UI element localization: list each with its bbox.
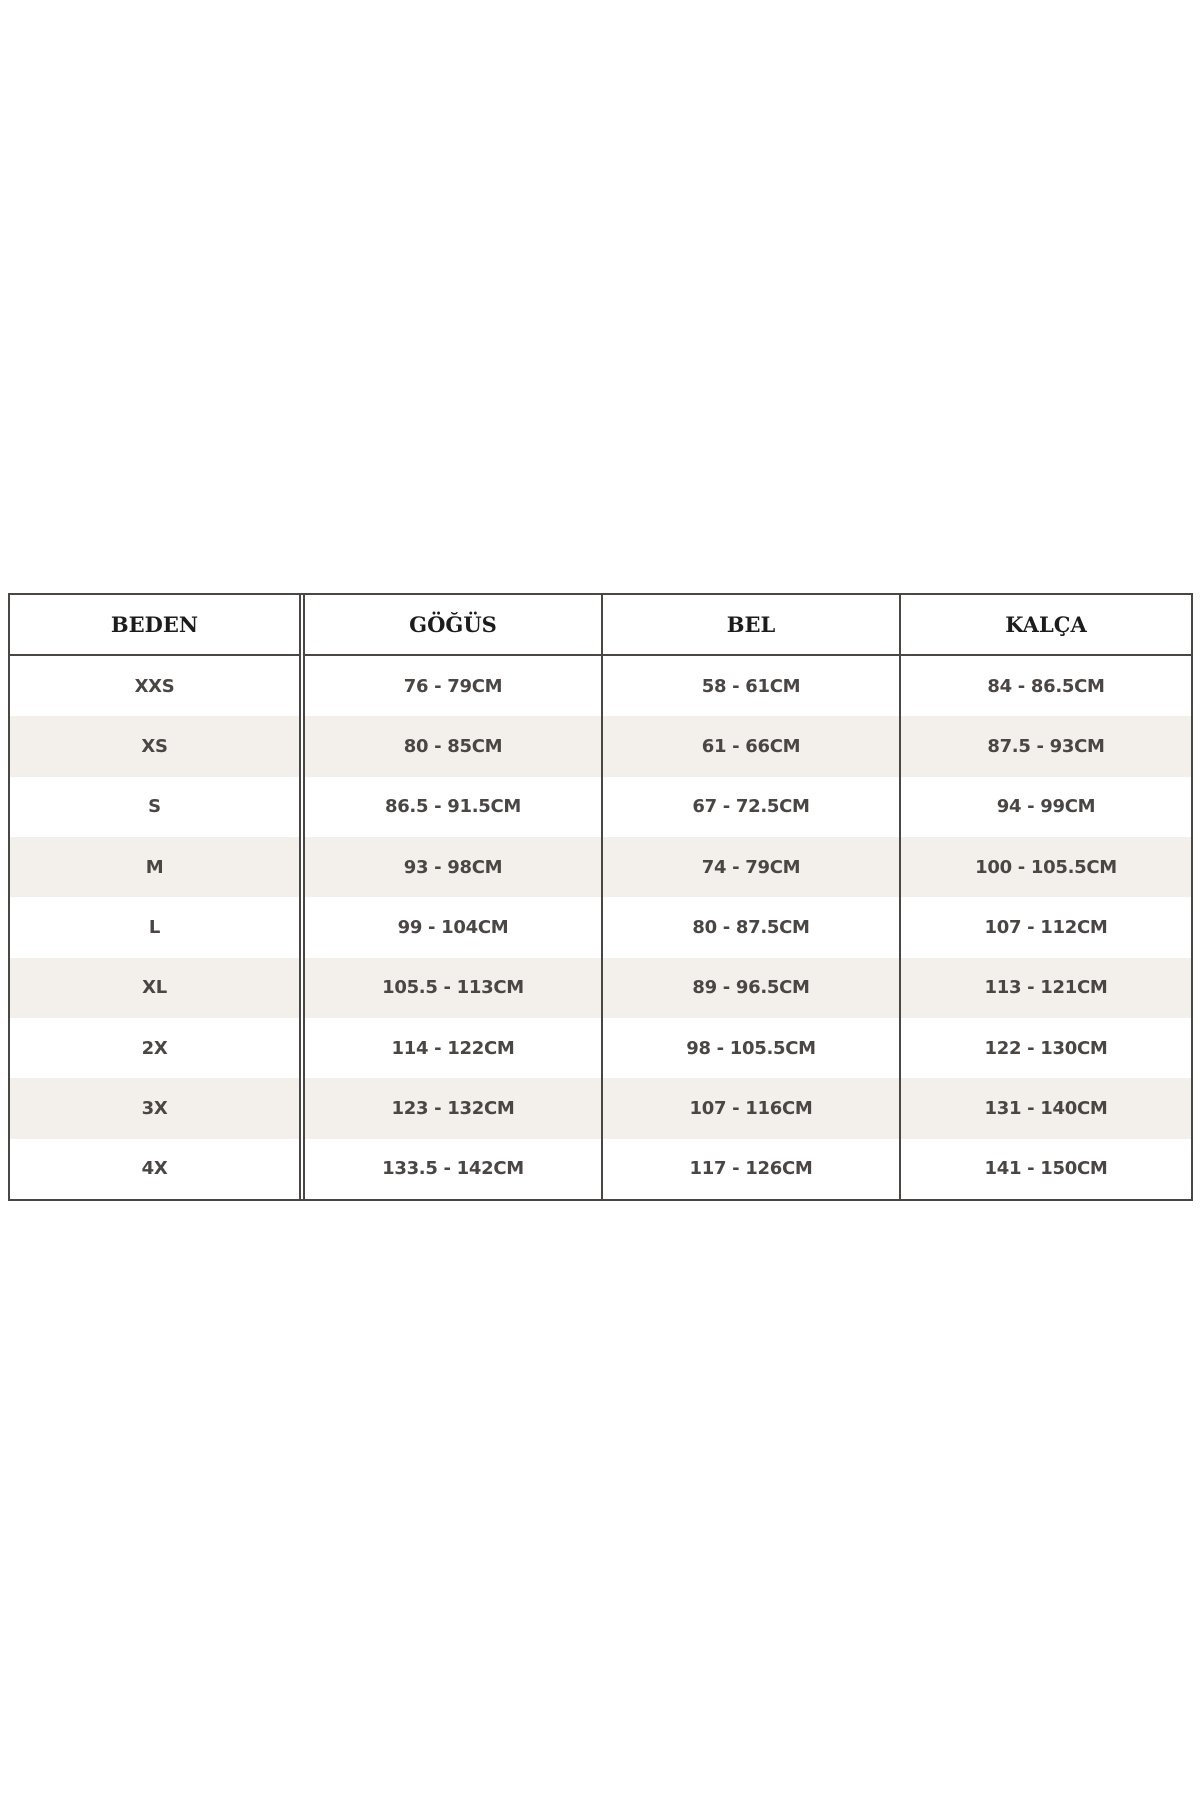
cell-gogus-3x: 123 - 132CM [305, 1078, 601, 1138]
column-bel [603, 595, 901, 1199]
cell-kalca-xl: 113 - 121CM [901, 958, 1191, 1018]
cell-bel-xxs: 58 - 61CM [701, 675, 801, 697]
cell-gogus-4x: 133.5 - 142CM [382, 1158, 524, 1180]
cell-beden-m: M [10, 837, 299, 897]
cell-kalca-l: 107 - 112CM [984, 916, 1108, 938]
cell-kalca-xxs: 84 - 86.5CM [987, 675, 1105, 697]
column-beden [10, 595, 301, 1199]
cell-gogus-l: 99 - 104CM [397, 916, 509, 938]
header-gogus: GÖĞÜS [305, 595, 601, 656]
cell-kalca-4x: 141 - 150CM [984, 1158, 1108, 1180]
cell-beden-2x: 2X [141, 1037, 168, 1059]
column-kalca [901, 595, 1191, 1199]
cell-gogus-xs: 80 - 85CM [305, 716, 601, 776]
header-beden: BEDEN [10, 595, 299, 656]
cell-bel-xl: 89 - 96.5CM [603, 958, 899, 1018]
cell-gogus-m: 93 - 98CM [305, 837, 601, 897]
cell-bel-s: 67 - 72.5CM [692, 796, 810, 818]
cell-beden-xxs: XXS [134, 675, 175, 697]
cell-bel-l: 80 - 87.5CM [692, 916, 810, 938]
cell-bel-4x: 117 - 126CM [689, 1158, 813, 1180]
cell-kalca-xs: 87.5 - 93CM [901, 716, 1191, 776]
column-gogus [303, 595, 603, 1199]
cell-beden-3x: 3X [10, 1078, 299, 1138]
cell-beden-xl: XL [10, 958, 299, 1018]
cell-gogus-s: 86.5 - 91.5CM [384, 796, 522, 818]
cell-kalca-2x: 122 - 130CM [984, 1037, 1108, 1059]
cell-bel-3x: 107 - 116CM [603, 1078, 899, 1138]
cell-gogus-xl: 105.5 - 113CM [305, 958, 601, 1018]
cell-kalca-s: 94 - 99CM [996, 796, 1096, 818]
cell-beden-xs: XS [10, 716, 299, 776]
header-bel: BEL [603, 595, 899, 656]
size-chart-table [8, 593, 1193, 1201]
cell-kalca-3x: 131 - 140CM [901, 1078, 1191, 1138]
cell-beden-4x: 4X [141, 1158, 168, 1180]
cell-beden-l: L [148, 916, 161, 938]
cell-beden-s: S [148, 796, 161, 818]
header-kalca: KALÇA [901, 595, 1191, 656]
cell-kalca-m: 100 - 105.5CM [901, 837, 1191, 897]
cell-gogus-2x: 114 - 122CM [391, 1037, 515, 1059]
cell-gogus-xxs: 76 - 79CM [403, 675, 503, 697]
cell-bel-2x: 98 - 105.5CM [686, 1037, 816, 1059]
cell-bel-m: 74 - 79CM [603, 837, 899, 897]
cell-bel-xs: 61 - 66CM [603, 716, 899, 776]
